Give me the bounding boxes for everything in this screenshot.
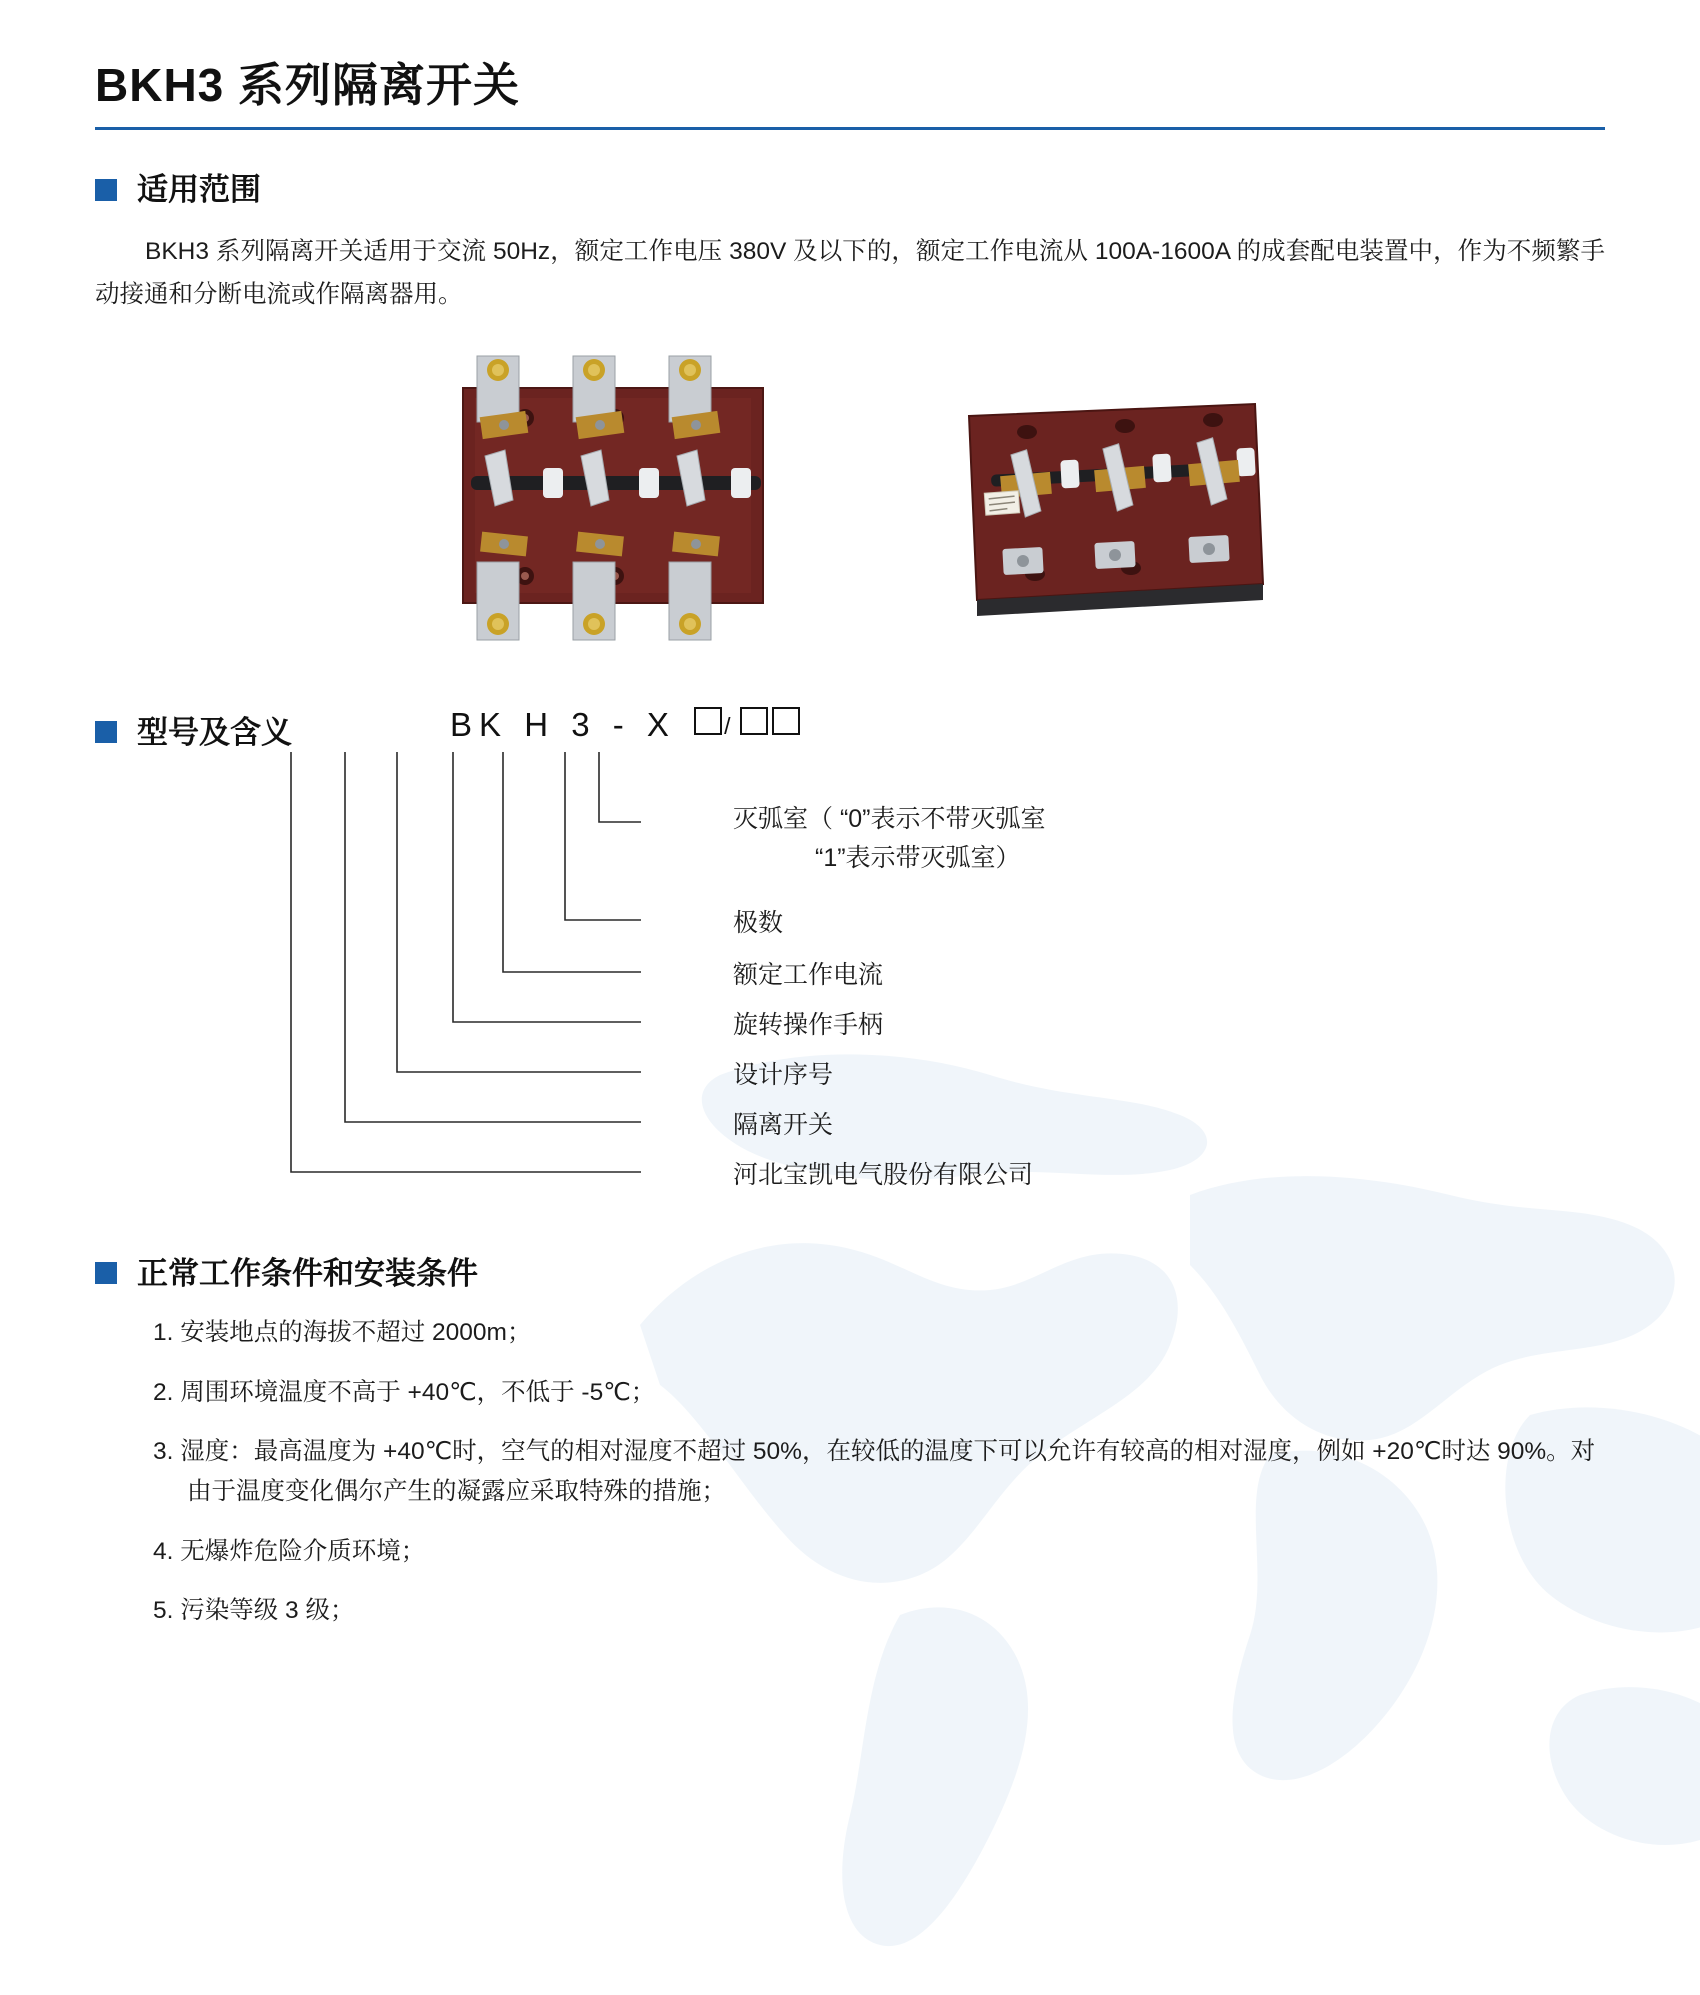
model-code-slash: / [724,712,738,739]
page-title: BKH3 系列隔离开关 [95,59,521,111]
model-code-bk: BK [450,705,509,743]
model-label-rated-current: 额定工作电流 [733,960,884,989]
section-title-scope: 适用范围 [137,172,261,208]
conditions-list [95,1313,1605,1631]
model-label-poles: 极数 [733,908,784,937]
model-code-box-current [694,707,722,735]
list-item: 3. 湿度：最高温度为 +40℃时，空气的相对湿度不超过 50%，在较低的温度下可以允许有较高的相对湿度，例如 +20℃时达 90%。对由于温度变化偶尔产生的凝露应采取特殊的措施； [153,1438,1596,1505]
model-code-dash: - [612,705,631,743]
product-image-right [955,388,1275,628]
section-heading-conditions [95,1255,1605,1291]
list-item: 2. 周围环境温度不高于 +40℃，不低于 -5℃； [153,1378,656,1406]
square-bullet-icon [95,179,117,201]
section-heading-scope [95,172,1605,208]
model-code-3: 3 [571,705,597,743]
section-title-conditions: 正常工作条件和安装条件 [137,1255,478,1291]
list-item: 5. 污染等级 3 级； [153,1597,355,1625]
model-code-line [450,706,802,744]
scope-paragraph-text: BKH3 系列隔离开关适用于交流 50Hz，额定工作电压 380V 及以下的，额定工作电流从 100A-1600A 的成套配电装置中，作为不频繁手动接通和分断电流或作隔离器用。 [95,238,1605,309]
scope-paragraph [95,231,1605,317]
list-item: 4. 无爆炸危险介质环境； [153,1537,426,1565]
title-block [95,0,1605,130]
model-label-design-serial: 设计序号 [733,1060,834,1089]
model-code-h: H [524,705,556,743]
square-bullet-icon [95,721,117,743]
model-label-arc-chamber-line1: 灭弧室（ “0”表示不带灭弧室 [733,804,1046,833]
model-code-x: X [646,705,676,743]
model-label-isolating-switch: 隔离开关 [733,1110,834,1139]
model-label-rotary-handle: 旋转操作手柄 [733,1010,884,1039]
section-title-model: 型号及含义 [137,714,292,750]
model-label-company: 河北宝凯电气股份有限公司 [733,1160,1034,1189]
section-heading-model [95,714,1605,750]
square-bullet-icon [95,1262,117,1284]
model-code-box-arc-chamber [772,707,800,735]
model-code-box-poles [740,707,768,735]
model-label-arc-chamber [733,800,1046,878]
title-divider [95,127,1605,130]
model-label-arc-chamber-line2: “1”表示带灭弧室） [815,843,1021,872]
list-item: 1. 安装地点的海拔不超过 2000m； [153,1318,532,1346]
product-image-left [425,348,805,668]
product-photo-row [95,343,1605,673]
